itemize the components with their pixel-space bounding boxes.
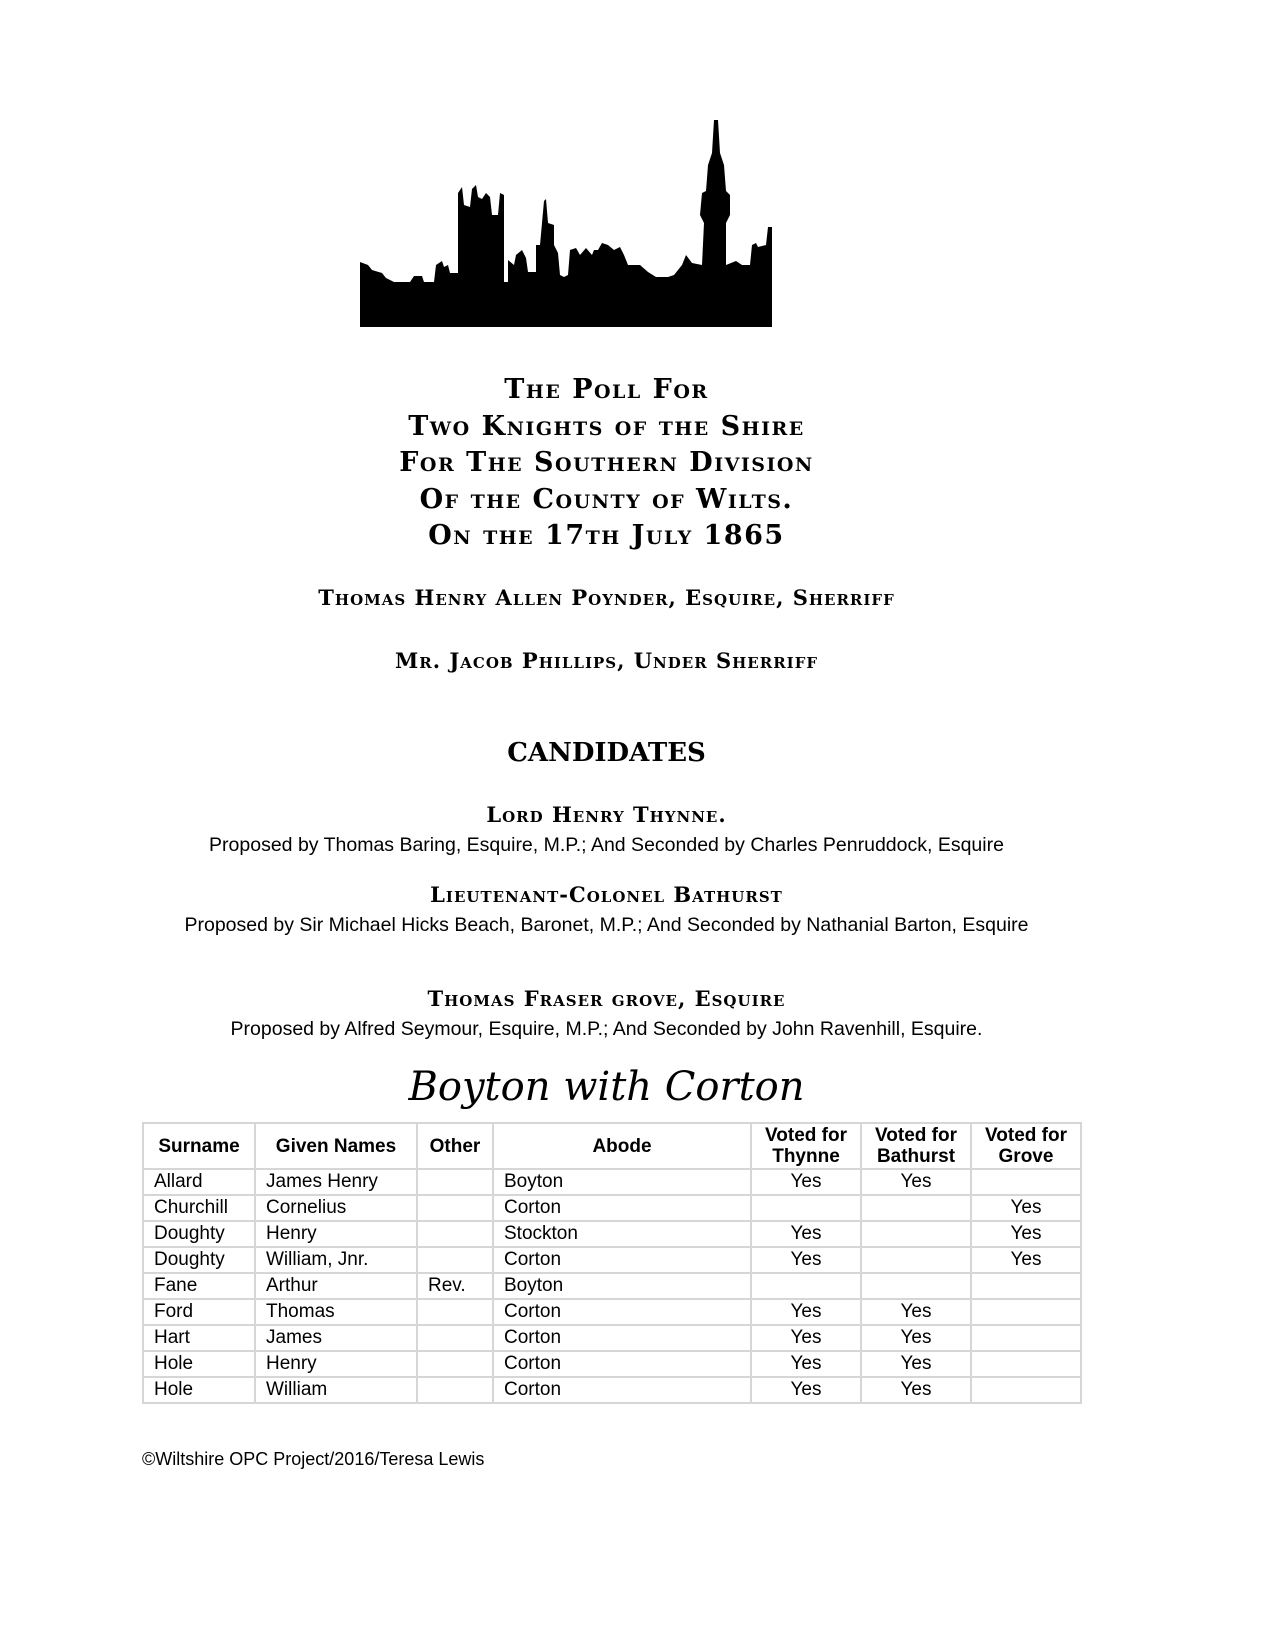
title-line: Two Knights of the Shire: [408, 410, 805, 442]
cell-voted-thynne: Yes: [751, 1351, 861, 1377]
cell-given-names: William: [255, 1377, 417, 1403]
table-row: [143, 1299, 1081, 1325]
cell-voted-grove: Yes: [971, 1221, 1081, 1247]
cell-voted-bathurst: Yes: [861, 1377, 971, 1403]
cell-surname: Hole: [143, 1377, 255, 1403]
cell-surname: Ford: [143, 1299, 255, 1325]
cell-other: [417, 1221, 493, 1247]
sheriff-line: Thomas Henry Allen Poynder, Esquire, Sherriff: [318, 585, 895, 610]
cell-voted-grove: [971, 1273, 1081, 1299]
title-line: On the 17th July 1865: [428, 520, 785, 551]
cell-abode: Corton: [493, 1247, 751, 1273]
table-row: [143, 1377, 1081, 1403]
table-row: [143, 1195, 1081, 1221]
header-thynne: Voted for Thynne: [751, 1123, 861, 1169]
cell-abode: Corton: [493, 1377, 751, 1403]
cell-other: [417, 1325, 493, 1351]
cell-voted-bathurst: Yes: [861, 1299, 971, 1325]
cell-abode: Boyton: [493, 1273, 751, 1299]
header-grove: Voted for Grove: [971, 1123, 1081, 1169]
cell-other: Rev.: [417, 1273, 493, 1299]
header-bathurst: Voted for Bathurst: [861, 1123, 971, 1169]
cell-other: [417, 1195, 493, 1221]
cell-voted-grove: Yes: [971, 1195, 1081, 1221]
header-given-names: Given Names: [255, 1123, 417, 1169]
cell-voted-thynne: [751, 1273, 861, 1299]
header-surname: Surname: [143, 1123, 255, 1169]
candidate-proposal: Proposed by Thomas Baring, Esquire, M.P.; And Seconded by Charles Penruddock, Esquire: [209, 834, 1004, 856]
cell-abode: Corton: [493, 1299, 751, 1325]
table-header-row: [143, 1123, 1081, 1169]
cell-given-names: James Henry: [255, 1169, 417, 1195]
cell-voted-bathurst: [861, 1247, 971, 1273]
candidate-name: Thomas Fraser grove, Esquire: [427, 986, 786, 1011]
title-line: The Poll For: [504, 374, 709, 405]
cell-voted-thynne: Yes: [751, 1325, 861, 1351]
table-row: [143, 1351, 1081, 1377]
header-other: Other: [417, 1123, 493, 1169]
cell-other: [417, 1377, 493, 1403]
candidate-proposal: Proposed by Alfred Seymour, Esquire, M.P.; And Seconded by John Ravenhill, Esquire.: [230, 1018, 983, 1040]
table-row: [143, 1221, 1081, 1247]
cell-given-names: Henry: [255, 1221, 417, 1247]
cell-voted-thynne: [751, 1195, 861, 1221]
cell-surname: Doughty: [143, 1221, 255, 1247]
table-row: [143, 1169, 1081, 1195]
cell-abode: Stockton: [493, 1221, 751, 1247]
cell-voted-bathurst: Yes: [861, 1351, 971, 1377]
cell-voted-bathurst: [861, 1221, 971, 1247]
cell-given-names: Arthur: [255, 1273, 417, 1299]
candidate-name: Lord Henry Thynne.: [486, 802, 727, 827]
cell-abode: Corton: [493, 1325, 751, 1351]
cell-voted-bathurst: [861, 1195, 971, 1221]
cell-voted-thynne: Yes: [751, 1169, 861, 1195]
cell-surname: Hart: [143, 1325, 255, 1351]
cell-abode: Corton: [493, 1195, 751, 1221]
cell-surname: Doughty: [143, 1247, 255, 1273]
header-abode: Abode: [493, 1123, 751, 1169]
cell-voted-bathurst: Yes: [861, 1325, 971, 1351]
cell-surname: Hole: [143, 1351, 255, 1377]
cell-given-names: William, Jnr.: [255, 1247, 417, 1273]
poll-table: [142, 1122, 1082, 1404]
cell-voted-grove: [971, 1325, 1081, 1351]
cell-other: [417, 1247, 493, 1273]
cell-given-names: James: [255, 1325, 417, 1351]
cell-voted-bathurst: Yes: [861, 1169, 971, 1195]
cell-voted-grove: [971, 1377, 1081, 1403]
cell-surname: Churchill: [143, 1195, 255, 1221]
cell-voted-grove: Yes: [971, 1247, 1081, 1273]
cell-surname: Fane: [143, 1273, 255, 1299]
cell-abode: Corton: [493, 1351, 751, 1377]
table-row: [143, 1247, 1081, 1273]
cell-given-names: Cornelius: [255, 1195, 417, 1221]
cell-voted-thynne: Yes: [751, 1299, 861, 1325]
candidate-name: Lieutenant-Colonel Bathurst: [430, 882, 783, 907]
cell-voted-thynne: Yes: [751, 1247, 861, 1273]
cell-voted-grove: [971, 1351, 1081, 1377]
under-sheriff-line: Mr. Jacob Phillips, Under Sherriff: [395, 648, 818, 673]
table-row: [143, 1273, 1081, 1299]
poll-title: [0, 372, 1213, 555]
table-row: [143, 1325, 1081, 1351]
candidates-heading: CANDIDATES: [507, 738, 706, 768]
parliament-skyline-image: [358, 115, 772, 327]
cell-voted-thynne: Yes: [751, 1221, 861, 1247]
copyright-footer: ©Wiltshire OPC Project/2016/Teresa Lewis: [142, 1449, 485, 1469]
cell-given-names: Henry: [255, 1351, 417, 1377]
cell-voted-bathurst: [861, 1273, 971, 1299]
cell-abode: Boyton: [493, 1169, 751, 1195]
title-line: Of the County of Wilts.: [419, 483, 794, 515]
cell-given-names: Thomas: [255, 1299, 417, 1325]
cell-other: [417, 1299, 493, 1325]
cell-other: [417, 1169, 493, 1195]
title-line: For The Southern Division: [399, 447, 814, 478]
cell-voted-grove: [971, 1169, 1081, 1195]
cell-voted-grove: [971, 1299, 1081, 1325]
candidate-proposal: Proposed by Sir Michael Hicks Beach, Baronet, M.P.; And Seconded by Nathanial Barton, Esquire: [184, 914, 1029, 936]
cell-other: [417, 1351, 493, 1377]
parish-heading: Boyton with Corton: [408, 1064, 805, 1110]
cell-voted-thynne: Yes: [751, 1377, 861, 1403]
cell-surname: Allard: [143, 1169, 255, 1195]
